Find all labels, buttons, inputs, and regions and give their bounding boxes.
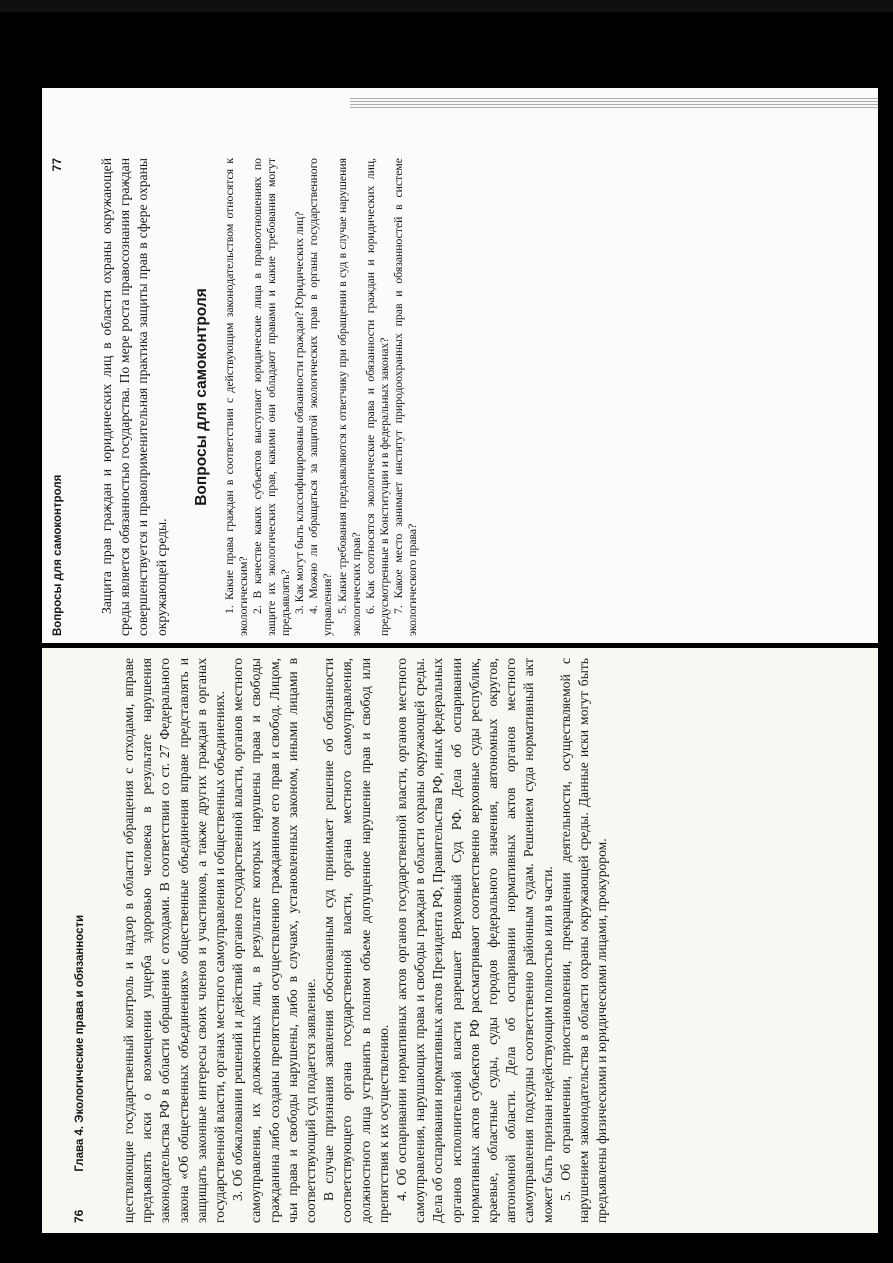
- body-paragraph: 5. Об ограничении, приостановлении, прекращении деятельности, осуществляемой с нарушением законодательства в области охраны окружающей среды. Данные иски могут быть предъявлены физическими и юридическими лицами, прокурором.: [557, 658, 610, 1223]
- scan-top-border: [0, 0, 893, 12]
- questions-list: [223, 158, 420, 636]
- question-item: 3. Как могут быть классифицированы обязанности граждан? Юридических лиц?: [293, 211, 307, 614]
- question-item: 1. Какие права граждан в соответствии с действующим законодательством относятся к экологическим?: [222, 158, 250, 636]
- intro-paragraph: Защита прав граждан и юридических лиц в области охраны окружающей среды является обязанностью государства. По мере роста правосознания граждан совершенствуется и правоприменительная практика защиты прав в сфере охраны окружающей среды.: [99, 158, 169, 636]
- question-item: 5. Какие требования предъявляются к ответчику при обращении в суд в случае нарушения экологических прав?: [335, 158, 363, 636]
- body-paragraph: 3. Об обжаловании решений и действий органов государственной власти, органов местного самоуправления, их должностных лиц, в результате которых нарушены права и свободы гражданина либо созданы препятствия осуществлению гражданином его прав и свобод. Лицом, чьи права и свободы нарушены, либо в случаях, установленных законом, иными лицами в соответствующий суд подается заявление.: [230, 658, 319, 1223]
- body-paragraph: ществляющие государственный контроль и надзор в области обращения с отходами, вправе предъявлять иски о возмещении ущерба здоровью человека в результате нарушения законодательства РФ в области обращения с отходами. В соответствии со ст. 27 Федерального закона «Об общественных объединениях» общественные объединения вправе представлять и защищать законные интересы своих членов и участников, а также других граждан в органах государственной власти, органах местного самоуправления и общественных объединениях.: [121, 658, 228, 1223]
- page-77-running-head: [50, 158, 68, 636]
- running-head-title: Глава 4. Экологические права и обязанности: [74, 914, 86, 1172]
- page-76-running-head: [72, 658, 90, 1223]
- body-paragraph: В случае признания заявления обоснованным суд принимает решение об обязанности соответствующего органа государственной власти, органа местного самоуправления, должностного лица устранить в полном объеме допущенное нарушение прав и свобод или препятствия к их осуществлению.: [321, 658, 391, 1223]
- book-binding-shadow: [878, 648, 893, 708]
- body-paragraph: 4. Об оспаривании нормативных актов органов государственной власти, органов местного самоуправления, нарушающих права и свободы граждан в области охраны окружающей среды. Дела об оспаривании нормативных актов Президента РФ, Правительства РФ, иных федеральных органов исполнительной власти разрешает Верховный Суд РФ. Дела об оспаривании нормативных актов субъектов РФ рассматривают соответственно верховные суды республик, краевые, областные суды, суды городов федерального значения, автономных округов, автономной области. Дела об оспаривании нормативных актов органов местного самоуправления подсудны соответственно районным судам. Решением суда нормативный акт может быть признан недействующим полностью или в части.: [394, 658, 555, 1223]
- question-item: 6. Как соотносятся экологические права и обязанности граждан и юридических лиц, предусмотренные в Конституции и в федеральных законах?: [363, 158, 391, 636]
- scan-edge-lines: [350, 98, 878, 110]
- question-item: 2. В качестве каких субъектов выступают юридические лица в правоотношениях по защите их экологических прав, какими они обладают правами и какие требования могут предъявлять?: [251, 158, 293, 636]
- page-number: 77: [50, 158, 64, 172]
- page-number: 76: [72, 1209, 86, 1223]
- question-item: 7. Какое место занимает институт природоохранных прав и обязанностей в системе экологического права?: [391, 158, 420, 636]
- intro-paragraph-block: [98, 158, 171, 636]
- page-77-content: [50, 158, 68, 636]
- page-76-sheet: [42, 648, 878, 1233]
- page-76-body: [120, 658, 611, 1223]
- page-77-sheet: [42, 88, 878, 643]
- running-head-title: Вопросы для самоконтроля: [52, 474, 64, 636]
- scan-bottom-border: [0, 1233, 893, 1263]
- body-text-block: [120, 658, 611, 1223]
- section-title: Вопросы для самоконтроля: [192, 288, 210, 506]
- question-item: 4. Можно ли обращаться за защитой экологических прав в органы государственного управления?: [307, 158, 335, 636]
- page-76-content: [72, 658, 90, 1223]
- page-77-body: [98, 158, 420, 636]
